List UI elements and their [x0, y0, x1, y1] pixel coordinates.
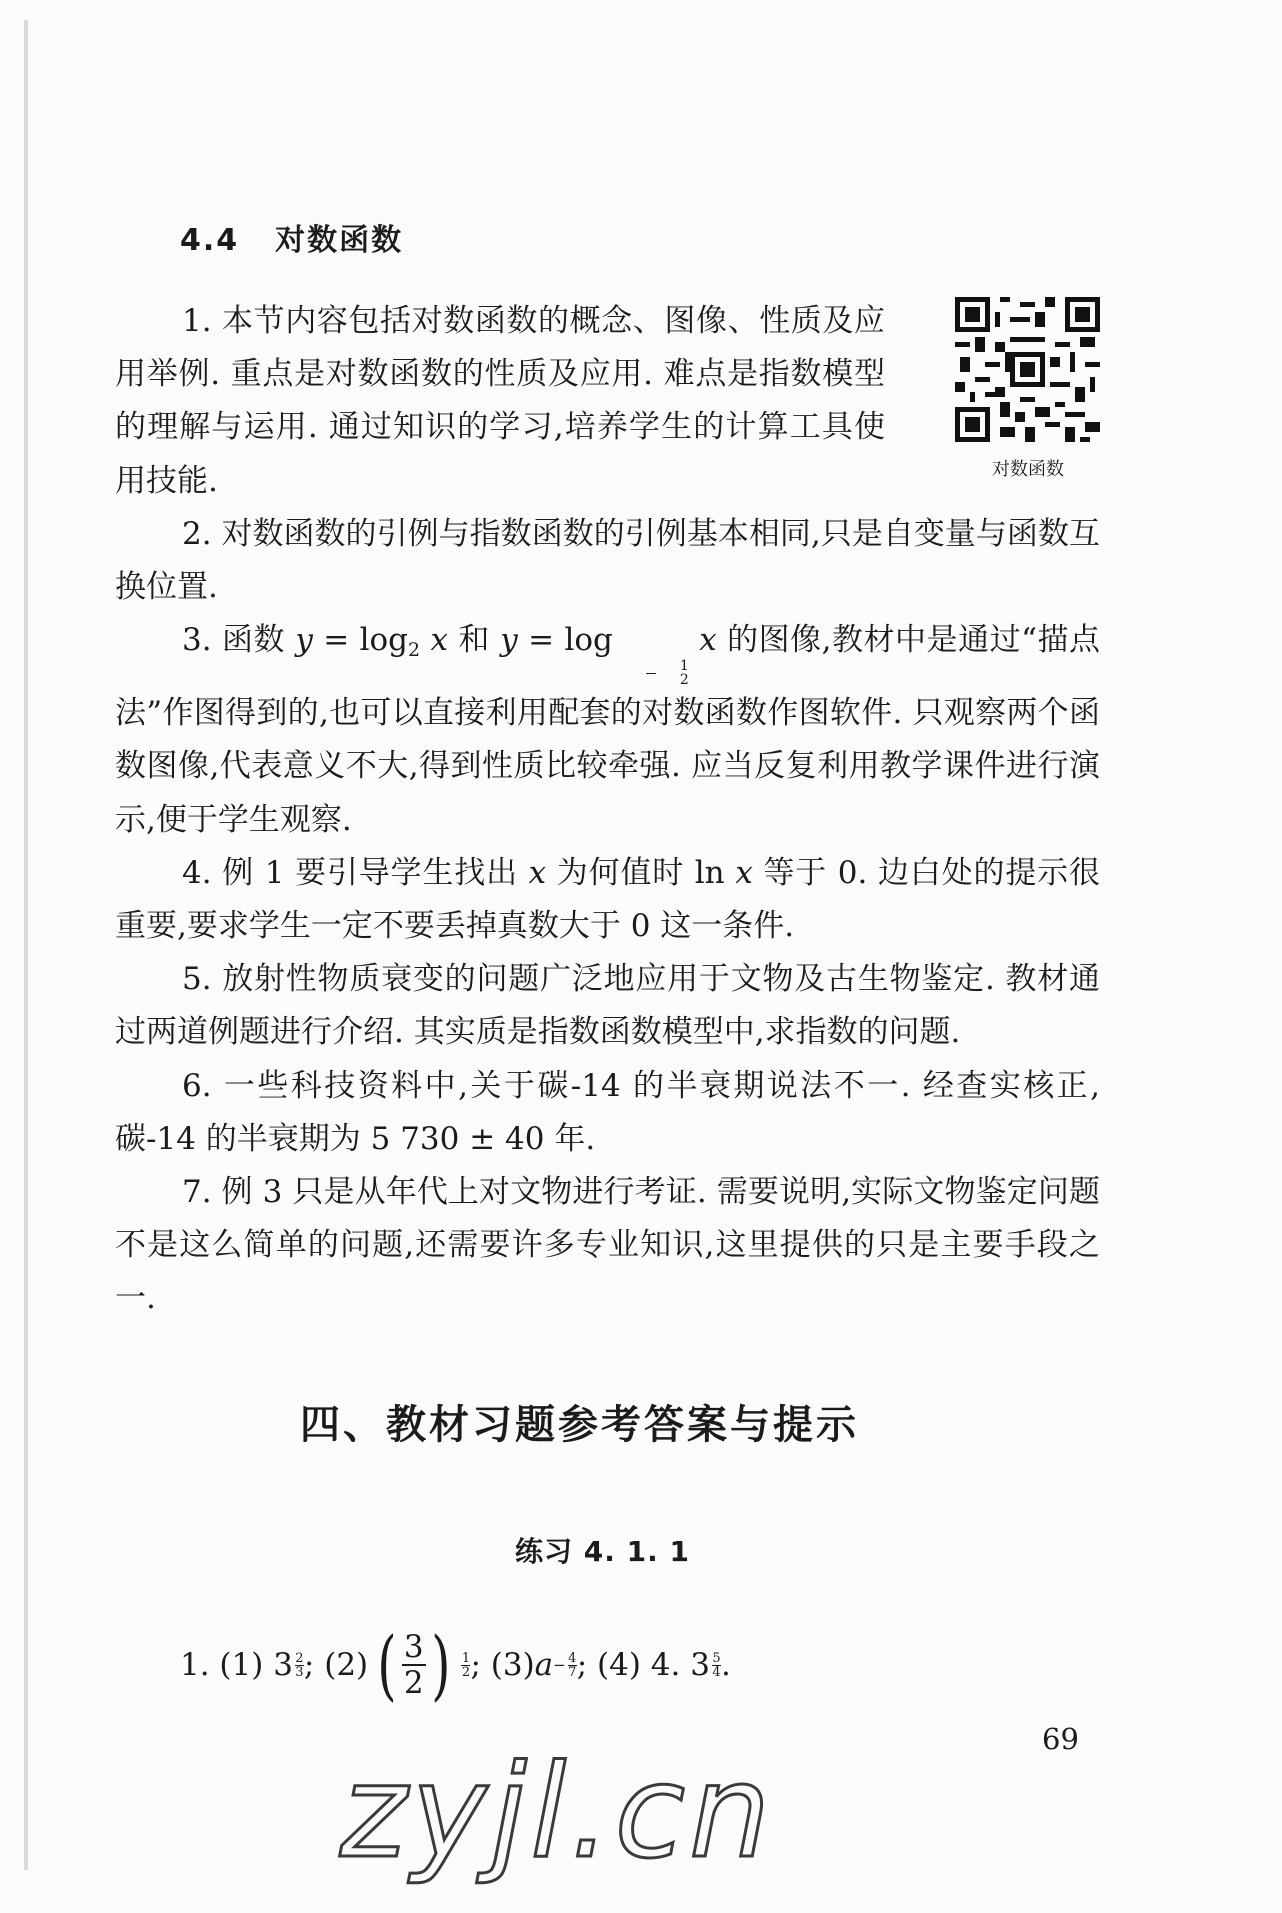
p3-log-base-2: 2: [408, 639, 421, 662]
note-paragraph-3: [115, 614, 1100, 847]
exp4-den: 4: [712, 1664, 721, 1680]
p3-var-y-1: y: [295, 622, 313, 659]
watermark-logo: zyjl.cn: [340, 1738, 775, 1887]
right-paren: ): [430, 1620, 451, 1709]
fraction-three-halves: [402, 1630, 426, 1700]
exp1-den: 3: [295, 1664, 304, 1680]
exp1-num: 2: [295, 1650, 304, 1666]
p4-text-b: 为何值时 ln: [546, 854, 736, 891]
p3-and: 和: [447, 622, 501, 659]
section-name: 对数函数: [275, 223, 404, 258]
exp4-num: 5: [712, 1650, 721, 1666]
note-paragraph-4: [115, 847, 1100, 953]
p4-text-a: 4. 例 1 要引导学生找出: [182, 854, 529, 891]
ans-sep-3: ; (3): [470, 1647, 535, 1683]
exp3-sign: −: [553, 1656, 566, 1674]
half-den: 2: [679, 672, 689, 689]
p3-var-y-2: y: [500, 622, 518, 659]
chapter-title: 四、教材习题参考答案与提示: [300, 1402, 859, 1448]
frac-den: 2: [403, 1665, 424, 1701]
exercise-title: 练习 4. 1. 1: [515, 1535, 690, 1568]
answer-line-1: [180, 1610, 731, 1720]
ans-paren-fraction: [372, 1620, 455, 1709]
ans-exp-3: [568, 1652, 577, 1679]
left-paren: (: [377, 1620, 397, 1709]
exp2-den: 2: [461, 1664, 471, 1680]
p4-text-c: 等于 0. 边白处的提示很重要,要求学生一定不要丢掉真数大于 0 这一条件.: [115, 854, 1100, 945]
note-paragraph-5: 5. 放射性物质衰变的问题广泛地应用于文物及古生物鉴定. 教材通过两道例题进行介绍. 其实质是指数函数模型中,求指数的问题.: [115, 961, 1100, 1051]
section-number: 4.4: [180, 223, 240, 258]
ans-var-a: a: [534, 1647, 554, 1683]
p4-var-x-2: x: [735, 854, 753, 891]
qr-caption: 对数函数: [992, 459, 1064, 480]
ans-exp-2: [461, 1652, 470, 1679]
p3-text-b: 的图像,教材中是通过“描点法”作图得到的,也可以直接利用配套的对数函数作图软件. 只观察两个函数图像,代表意义不大,得到性质比较牵强. 应当反复利用教学课件进行演示,便于学生观察.: [115, 622, 1100, 838]
p3-var-x-2: x: [699, 622, 717, 659]
p4-var-x-1: x: [528, 854, 547, 891]
p3-log-1: = log: [312, 622, 409, 659]
exp3-den: 7: [568, 1664, 577, 1680]
ans-lead: 1. (1) 3: [180, 1647, 293, 1683]
note-paragraph-7: 7. 例 3 只是从年代上对文物进行考证. 需要说明,实际文物鉴定问题不是这么简单的问题,还需要许多专业知识,这里提供的只是主要手段之一.: [115, 1174, 1100, 1317]
note-paragraph-1: 1. 本节内容包括对数函数的概念、图像、性质及应用举例. 重点是对数函数的性质及应用. 难点是指数模型的理解与运用. 通过知识的学习,培养学生的计算工具使用技能.: [115, 303, 885, 499]
p3-log-base-half: [613, 660, 689, 687]
half-num: 1: [679, 658, 689, 675]
p3-text-a: 3. 函数: [182, 622, 296, 659]
p3-log-2: = log: [517, 622, 613, 659]
ans-sep-4: ; (4) 4. 3: [576, 1647, 710, 1683]
page-number: 69: [1042, 1722, 1079, 1756]
p3-var-x-1: x: [430, 622, 448, 659]
section-title: [180, 215, 403, 259]
exp3-num: 4: [568, 1650, 577, 1666]
page-spine-shadow: [24, 20, 28, 1870]
ans-end: .: [720, 1647, 731, 1683]
note-paragraph-6: 6. 一些科技资料中,关于碳-14 的半衰期说法不一. 经查实核正,碳-14 的半衰期为 5 730 ± 40 年.: [115, 1067, 1100, 1157]
notes-body: [115, 295, 1100, 1326]
ans-sep-2: ; (2): [303, 1647, 369, 1683]
note-paragraph-2: 2. 对数函数的引例与指数函数的引例基本相同,只是自变量与函数互换位置.: [115, 515, 1100, 606]
frac-num: 3: [403, 1629, 424, 1665]
ans-exp-1: [295, 1652, 304, 1679]
exp2-num: 1: [461, 1650, 471, 1666]
ans-exp-4: [712, 1652, 721, 1679]
